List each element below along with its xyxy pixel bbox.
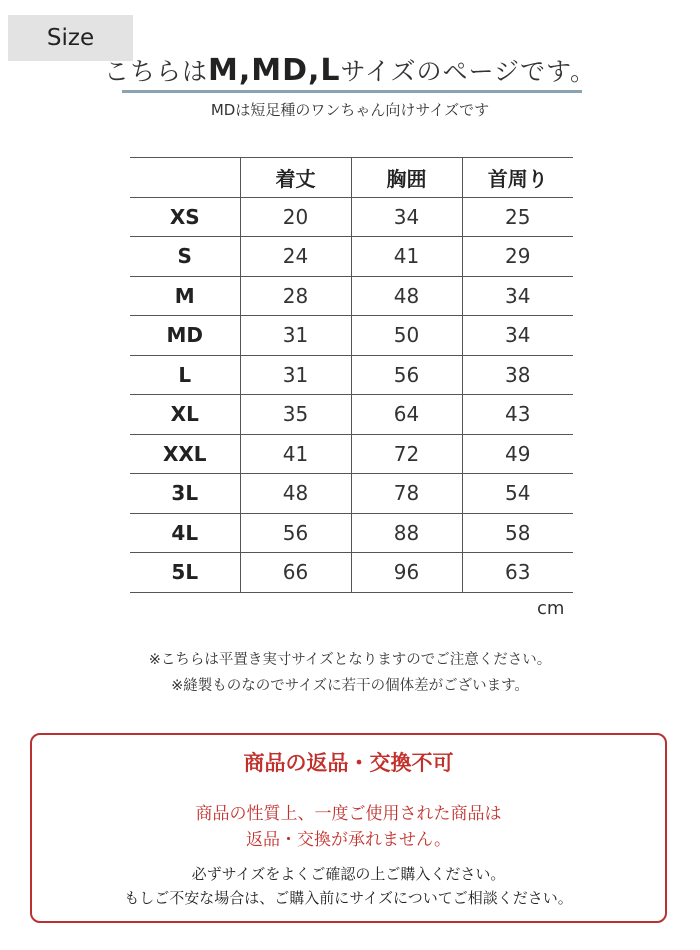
row-size-label: 5L <box>130 553 240 593</box>
table-row <box>130 276 573 316</box>
cell-chest: 88 <box>351 513 462 553</box>
table-row <box>130 513 573 553</box>
cell-neck: 38 <box>462 355 573 395</box>
row-size-label: MD <box>130 316 240 356</box>
cell-length: 31 <box>240 355 351 395</box>
cell-length: 56 <box>240 513 351 553</box>
table-header-row <box>130 158 573 198</box>
notice-warning-line-1: 商品の性質上、一度ご使用された商品は <box>195 804 502 824</box>
table-row <box>130 395 573 435</box>
cell-length: 66 <box>240 553 351 593</box>
cell-neck: 34 <box>462 276 573 316</box>
cell-chest: 48 <box>351 276 462 316</box>
cell-chest: 78 <box>351 474 462 514</box>
table-row <box>130 553 573 593</box>
cell-length: 24 <box>240 237 351 277</box>
cell-length: 20 <box>240 197 351 237</box>
table-row <box>130 474 573 514</box>
table-row <box>130 237 573 277</box>
notice-title: 商品の返品・交換不可 <box>243 751 454 775</box>
note-individual-variation: ※縫製ものなのでサイズに若干の個体差がございます。 <box>171 678 529 694</box>
heading-suffix: サイズのページです。 <box>340 57 597 86</box>
heading-sizes: M,MD,L <box>207 53 341 88</box>
cell-neck: 58 <box>462 513 573 553</box>
row-size-label: 4L <box>130 513 240 553</box>
cell-neck: 25 <box>462 197 573 237</box>
cell-neck: 54 <box>462 474 573 514</box>
size-table <box>130 157 573 593</box>
notice-advice-line-1: 必ずサイズをよくご確認の上ご購入ください。 <box>191 865 506 883</box>
no-return-notice <box>30 733 667 923</box>
table-row <box>130 197 573 237</box>
cell-chest: 64 <box>351 395 462 435</box>
cell-chest: 96 <box>351 553 462 593</box>
row-size-label: L <box>130 355 240 395</box>
header-cell-chest: 胸囲 <box>351 158 462 198</box>
cell-length: 31 <box>240 316 351 356</box>
cell-length: 41 <box>240 434 351 474</box>
cell-chest: 41 <box>351 237 462 277</box>
cell-chest: 50 <box>351 316 462 356</box>
cell-neck: 49 <box>462 434 573 474</box>
size-tag: Size <box>8 15 133 61</box>
page-heading <box>0 52 700 88</box>
heading-prefix: こちらは <box>103 57 208 86</box>
row-size-label: S <box>130 237 240 277</box>
subheading: MDは短足種のワンちゃん向けサイズです <box>210 101 490 119</box>
cell-neck: 34 <box>462 316 573 356</box>
notice-advice-line-2: もしご不安な場合は、ご購入前にサイズについてご相談ください。 <box>124 889 573 907</box>
unit-label: cm <box>537 598 565 619</box>
table-row <box>130 434 573 474</box>
heading-underline <box>122 90 582 93</box>
cell-neck: 63 <box>462 553 573 593</box>
cell-chest: 72 <box>351 434 462 474</box>
row-size-label: XS <box>130 197 240 237</box>
header-cell-neck: 首周り <box>462 158 573 198</box>
cell-chest: 56 <box>351 355 462 395</box>
header-cell-length: 着丈 <box>240 158 351 198</box>
note-flat-measure: ※こちらは平置き実寸サイズとなりますのでご注意ください。 <box>148 652 552 668</box>
cell-length: 48 <box>240 474 351 514</box>
row-size-label: XXL <box>130 434 240 474</box>
notice-warning-line-2: 返品・交換が承れません。 <box>245 830 452 850</box>
cell-chest: 34 <box>351 197 462 237</box>
header-cell-empty <box>130 158 240 198</box>
cell-neck: 43 <box>462 395 573 435</box>
cell-length: 35 <box>240 395 351 435</box>
cell-neck: 29 <box>462 237 573 277</box>
row-size-label: 3L <box>130 474 240 514</box>
row-size-label: M <box>130 276 240 316</box>
table-row <box>130 316 573 356</box>
row-size-label: XL <box>130 395 240 435</box>
cell-length: 28 <box>240 276 351 316</box>
table-row <box>130 355 573 395</box>
